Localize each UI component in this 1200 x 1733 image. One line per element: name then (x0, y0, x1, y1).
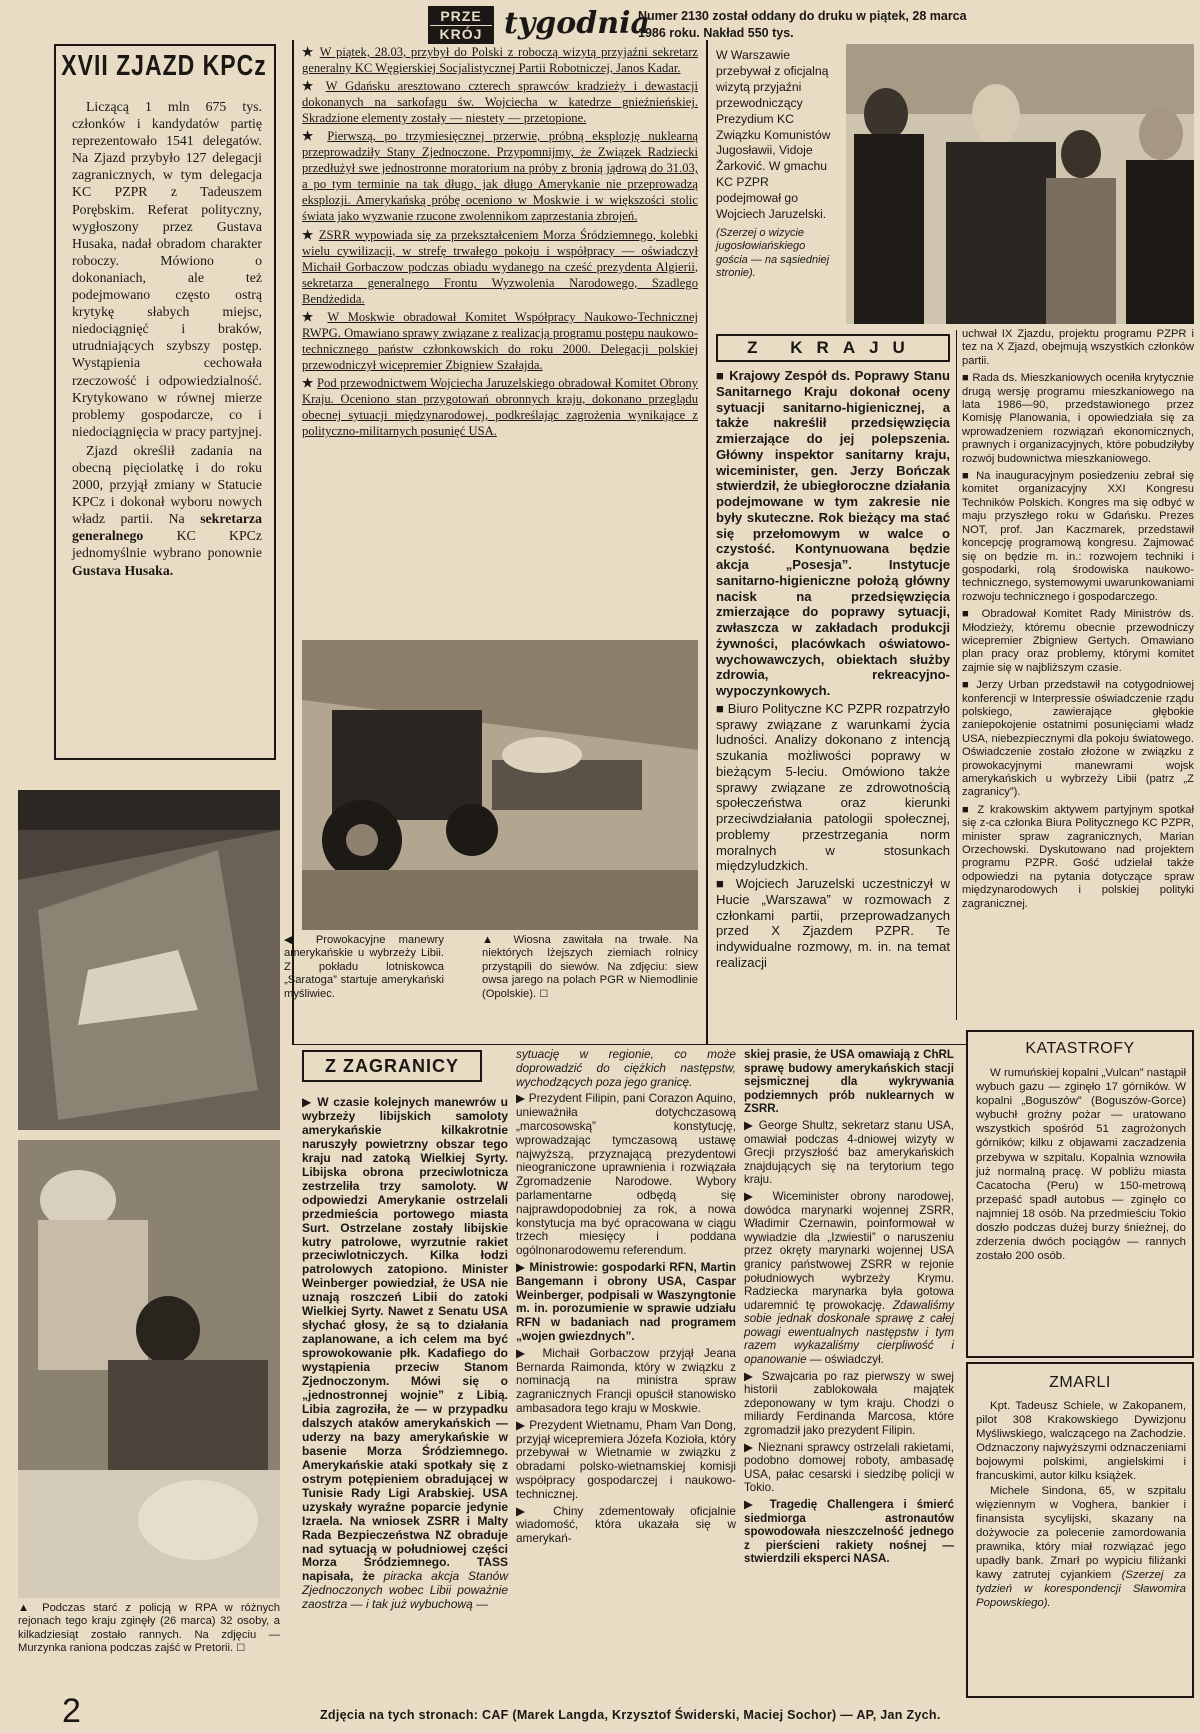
zagranicy-heading: Z ZAGRANICY (302, 1050, 482, 1082)
zagranicy-item: ▶ Tragedię Challengera i śmierć siedmiorga astronautów spowodowała nieszczelność jednego z pierścieni rakiety nośnej — stwierdzili eksperci NASA. (744, 1498, 954, 1566)
zagranicy-item: ▶ Nieznani sprawcy ostrzelali rakietami, podobno domowej roboty, ambasadę USA, pałac cesarski i siedzibę policji w Tokio. (744, 1440, 955, 1495)
caption-rpa: ▲ Podczas starć z policją w RPA w różnych rejonach tego kraju zginęły (26 marca) 32 osoby, a kilkadziesiąt zostało rannych. Na zdjęciu — Murzynka raniona podczas zajść w Pretorii. ☐ (18, 1602, 280, 1655)
photo-rpa-scene (18, 1140, 280, 1598)
zagranicy-item: ▶ George Shultz, sekretarz stanu USA, omawiał podczas 4-dniowej wizyty w Grecji przyszłość baz amerykańskich znajdujących się na terytorium tego kraju. (744, 1118, 954, 1187)
column-rule (292, 40, 294, 1044)
kpcz-p1: Liczącą 1 mln 675 tys. członków i kandydatów partię reprezentowało 1541 delegatów. Na Zjazd przybyło 127 delegacji zagranicznych, w tym delegacja KC PZPR z Tadeuszem Porębskim. Referat polityczny, wygłoszony przez Gustava Husaka, nadał obradom charakter roboczy. Mówiono o dokonaniach, ale też podejmowano często ostrą krytykę słabych miejsc, niedociągnięć i braków, utrudniających szybszy postęp. Wystąpienia cechowała rzeczowość i odpowiedzialność. Krytykowano w równej mierze problemy gospodarcze, co i niedociągnięcia w pracy partyjnej. (72, 99, 263, 439)
kraj-item: ■ Na inauguracyjnym posiedzeniu zebrał się komitet organizacyjny XXI Kongresu Techników Polskich. Kongres ma się odbyć w maju przyszłego roku w Gdańsku. Prezes NOT, prof. Jan Kaczmarek, przedstawił koncepcję programową kongresu. Zajmować się on będzie m. in.: rozwojem techniki i gospodarki, rolą środowiska naukowo-technicznego, systemowymi uwarunkowaniami rozwoju technicznego i gospodarczego. (962, 470, 1194, 603)
photo-carrier (18, 790, 280, 1130)
masthead-title: tygodnia (504, 6, 650, 41)
news-item: ★ W Moskwie obradował Komitet Współpracy Naukowo-Technicznej RWPG. Omawiano sprawy związane z realizacją programu postępu naukowo-technicznego państw członkowskich do roku 2000. Delegacji polskiej przewodniczył wicepremier Zbigniew Szałajda. (302, 309, 698, 372)
katastrofy-body: W rumuńskiej kopalni „Vulcan” nastąpił wybuch gazu — zginęło 17 górników. W kopalni „Boguszów” (Boguszów-Gorce) wybuchł groźny pożar — uratowano wszystkich spośród 51 zagrożonych górników; kilku z objawami zaczadzenia przebywa w szpitalu. Kopalnia wznowiła już normalną pracę. W pobliżu miasta Cacatocha (Peru) w 150-metrową przepaść spadł autobus — zginęło co najmniej 18 osób. Na przedmieściu Tokio doszło podczas dużej burzy śnieżnej, do zderzenia dwóch pociągów — rannych zostało 200 osób. (976, 1067, 1186, 1263)
caption-carrier: ◀ Prowokacyjne manewry amerykańskie u wybrzeży Libii. Z pokładu lotniskowca „Saratoga” startuje amerykański myśliwiec. (284, 934, 444, 1000)
zmarli-p1: Kpt. Tadeusz Schiele, w Zakopanem, pilot 308 Krakowskiego Dywizjonu Myśliwskiego, walczącego na Zachodzie. Odznaczony najwyższymi odznaczeniami bojowymi polskimi, angielskimi i francuskimi, autor kilku książek. (976, 1400, 1186, 1482)
zagranicy-item: skiej prasie, że USA omawiają z ChRL sprawę budowy amerykańskich stacji sejsmicznej dla wykrywania podziemnych prób nuklearnych w ZSRR. (744, 1048, 954, 1116)
zagranicy-item: ▶ Prezydent Filipin, pani Corazon Aquino, unieważniła dotychczasową „marcosowską” konstytucję, wprowadzając tymczasową ustawę najwyższą, przyznającą prezydentowi nieograniczone uprawnienia i rozwiązała Zgromadzenie Narodowe. Wybory parlamentarne odbędą się najprawdopodobniej za rok, a nowa konstytucja ma być opracowana w ciągu trzech miesięcy i poddana ogólnonarodowemu referendum. (516, 1091, 736, 1258)
photo-tractor-scene (302, 640, 698, 930)
kpcz-heading: XVII ZJAZD KPCz (61, 48, 267, 82)
news-item: ★ Pod przewodnictwem Wojciecha Jaruzelskiego obradował Komitet Obrony Kraju. Oceniono stan przygotowań obronnych kraju, dokonano przeglądu obecnej sytuacji międzynarodowej, podkreślając zagrożenia wynikające z polityczno-militarnych posunięć USA. (302, 375, 698, 439)
kraj-column-2 (962, 328, 1194, 913)
logo-line-1: PRZE (440, 8, 482, 24)
photo-jaruzelski-zarkovic (846, 44, 1194, 324)
zagranicy-p1: ▶ W czasie kolejnych manewrów u wybrzeży libijskich samoloty amerykańskie kilkakrotnie naruszyły powietrzny obszar tego kraju nad zatoką Wielkiej Syrty. Libijska obrona przeciwlotnicza zestrzeliła trzy samoloty. W odpowiedzi Amerykanie ostrzelali przedmieścia portowego miasta Surt. Ostrzelane zostały libijskie kutry patrolowe, wyrzutnie rakiet przeciwlotniczych. Kilka łodzi patrolowych zatopiono. Minister Weinberger powiedział, że USA nie uznają roszczeń Libii do zatoki Wielkiej Syrty. Nawet z Senatu USA słychać głosy, że są to działania zaplanowane, a ich celem ma być sprowokowanie płk. Kadafiego do wystąpienia przeciw Stanom Zjednoczonym. Mówi się o „jednostronnej wojnie” z Libią. Libia zagroziła, że — w przypadku dalszych ataków amerykańskich — uderzy na bazy amerykańskie w basenie Morza Śródziemnego. Amerykańskie ataki spotkały się z ostrym potępieniem obradującej w Tunisie Rady Ligi Arabskiej. USA uzyskały wyraźne poparcie jedynie Izraela. Na wniosek ZSRR i Malty Rada Bezpieczeństwa NZ obraduje nad sytuacją w południowej części Morza Śródziemnego. TASS napisała, że piracka akcja Stanów Zjednoczonych wobec Libii poważnie zaostrza — i tak już wybuchową — (302, 1095, 509, 1612)
photo-rpa (18, 1140, 280, 1598)
kraj-item: ■ Biuro Polityczne KC PZPR rozpatrzyło sprawy związane z warunkami życia ludności. Analizy dokonano z intencją szukania możliwości poprawy w bieżącym 5-leciu. Omówiono także sprawy związane ze zdrowotnością społeczeństwa oraz kierunki przeciwdziałania patologii społecznej, problemy przestrzegania norm moralnych w stosunkach międzyludzkich. (716, 700, 950, 874)
logo (428, 6, 494, 44)
kraj-item: ■ Z krakowskim aktywem partyjnym spotkał się z-ca członka Biura Politycznego KC PZPR, minister spraw zagranicznych, Marian Orzechowski. Dyskutowano nad projektem programu PZPR. Gość udzielał także odpowiedzi na pytania dotyczące spraw międzynarodowych i polskiej polityki zagranicznej. (962, 803, 1194, 910)
kraj-item: ■ Wojciech Jaruzelski uczestniczył w Hucie „Warszawa” w rozmowach z członkami partii, przeprowadzanych przed X Zjazdem PZPR. Te indywidualne rozmowy, m. in. na temat realizacji (716, 876, 951, 970)
zagranicy-item: ▶ Chiny zdementowały oficjalnie wiadomość, która ukazała się w amerykań- (516, 1503, 736, 1546)
zmarli-heading: ZMARLI (1049, 1374, 1111, 1391)
news-item: ★ ZSRR wypowiada się za przekształceniem Morza Śródziemnego, kolebki wielu cywilizacji, w strefę trwałego pokoju i współpracy — oświadczył Michaił Gorbaczow podczas obiadu wydanego na cześć prezydenta Algierii, sekretarza generalnego Frontu Wyzwolenia Narodowego, Szadlego Bendżedida. (302, 227, 698, 306)
column-rule (956, 330, 957, 1020)
photo-figures (846, 44, 1194, 324)
zagranicy-italic: sytuację w regionie, co może doprowadzić do ciężkich następstw, wychodzących poza jego granicę. (516, 1047, 736, 1089)
zagranicy-column-3 (744, 1048, 954, 1568)
section-rule (292, 1044, 968, 1045)
news-item: ★ W piątek, 28.03, przybył do Polski z roboczą wizytą przyjaźni sekretarz generalny KC Węgierskiej Socjalistycznej Partii Robotniczej, Janos Kadar. (302, 45, 698, 76)
zmarli-p2: Michele Sindona, 65, w szpitalu więziennym w Voghera, bankier i finansista sycylijski, skazany na dożywocie za polecenie zamordowania prawnika, który miał rozwiązać jego upadły bank. Zmarł po wypiciu filiżanki kawy zatrutej cyjankiem (Szerzej za tydzień w korespondencji Sławomira Popowskiego). (976, 1485, 1186, 1609)
column-rule (706, 40, 708, 1044)
logo-line-2: KRÓJ (430, 25, 492, 43)
kpcz-article (72, 98, 262, 581)
photo-credits: Zdjęcia na tych stronach: CAF (Marek Langda, Krzysztof Świderski, Maciej Sochor) — AP, Jan Zych. (320, 1708, 941, 1722)
zagranicy-column-1 (302, 1096, 508, 1614)
katastrofy-heading: KATASTROFY (1025, 1040, 1135, 1057)
kraj-heading: Z KRAJU (716, 334, 950, 362)
zagranicy-column-2 (516, 1048, 736, 1548)
page-number: 2 (62, 1692, 81, 1730)
kpcz-p2: Zjazd określił zadania na obecną pięciolatkę i do roku 2000, przyjął zmiany w Statucie KPCz i dokonał wyboru nowych władz partii. Na sekretarza generalnego KC KPCz jednomyślnie wybrano ponownie Gustava Husaka. (72, 442, 262, 578)
zagranicy-item: ▶ Prezydent Wietnamu, Pham Van Dong, przyjął wicepremiera Józefa Kozioła, który przebywał w Wietnamie w związku z obradami polsko-wietnamskiej komisji współpracy gospodarczej i naukowo-technicznej. (516, 1417, 736, 1501)
kraj-column-1 (716, 368, 950, 973)
warsaw-text: W Warszawie przebywał z oficjalną wizytą przyjaźni przewodniczący Prezydium KC Związku Komunistów Jugosławii, Vidoje Žarković. W gmachu KC PZPR podejmował go Wojciech Jaruzelski. (716, 48, 831, 222)
photo-carrier-scene (18, 790, 280, 1130)
kraj-item: ■ Rada ds. Mieszkaniowych oceniła krytycznie drugą wersję programu mieszkaniowego na lata 1986—90, przedstawionego przez Komisję Planowania, i opowiedziała się za wprowadzeniem rozwiązań ekonomicznych, prawnych i organizacyjnych, które pobudziłyby rozwój budownictwa mieszkaniowego. (962, 372, 1194, 465)
caption-tractor: ▲ Wiosna zawitała na trwałe. Na niektórych lżejszych ziemiach rolnicy przystąpili do siewów. Na zdjęciu: siew owsa jarego na polach PGR w Niemodlinie (Opolskie). ☐ (482, 934, 698, 1000)
zagranicy-item: ▶ Michaił Gorbaczow przyjął Jeana Bernarda Raimonda, który w związku z nominacją na ministra spraw zagranicznych Francji opuścił stanowisko ambasadora tego kraju w Moskwie. (516, 1345, 736, 1415)
zagranicy-item: ▶ Szwajcaria po raz pierwszy w swej historii zablokowała majątek zdeponowany w tym kraju. Chodzi o miliardy Ferdinanda Marcosa, które zgromadził jako prezydent Filipin. (744, 1369, 955, 1438)
zagranicy-item: ▶ Wiceminister obrony narodowej, dowódca marynarki wojennej ZSRR, Władimir Czernawin, poinformował w wywiadzie dla „Izwiestii” o naruszeniu przez okręty marynarki wojennej USA granicy państwowej ZSRR w rejonie południowych wybrzeży Krymu. Radziecka marynarka była gotowa udaremnić tę prowokację. Zdawaliśmy sobie jednak doskonale sprawę z całej powagi ewentualnych następstw i tym razem wykazaliśmy cierpliwość i opanowanie — oświadczył. (744, 1189, 954, 1367)
kraj-item: ■ Obradował Komitet Rady Ministrów ds. Młodzieży, któremu obecnie przewodniczy wicepremier Zbigniew Gertych. Omawiano plan pracy oraz problemy, którymi komitet zajmie się w najbliższym czasie. (962, 608, 1194, 674)
kraj-item: uchwał IX Zjazdu, projektu programu PZPR i tez na X Zjazd, obejmują wszystkich członków partii. (962, 328, 1194, 367)
kraj-item: ■ Krajowy Zespół ds. Poprawy Stanu Sanitarnego Kraju dokonał oceny sytuacji sanitarno-higienicznej, a także nakreślił przedsięwzięcia zmierzające do jej polepszenia. Główny inspektor sanitarny kraju, wiceminister, gen. Jerzy Bończak stwierdził, że ubiegłoroczne działania podejmowane w tym zakresie nie były skuteczne. Rok bieżący ma stać się przełomowym w walce o czystość. Kontynuowana będzie akcja „Posesja”. Instytucje sanitarno-higieniczne położą główny nacisk na przedsięwzięcia zmierzające do poprawy sytuacji, zwłaszcza w zakładach produkcji żywności, placówkach oświatowo-wychowawczych, obiektach służby zdrowia, rekreacyjno-wypoczynkowych. (716, 368, 950, 698)
zagranicy-item: ▶ Ministrowie: gospodarki RFN, Martin Bangemann i obrony USA, Caspar Weinberger, podpisali w Waszyngtonie m. in. porozumienie w sprawie udziału RFN w badaniach nad programem „wojen gwiezdnych”. (516, 1259, 736, 1343)
issue-info: Numer 2130 został oddany do druku w piątek, 28 marca 1986 roku. Nakład 550 tys. (638, 9, 967, 40)
warsaw-note: (Szerzej o wizycie jugosłowiańskiego gościa — na sąsiedniej stronie). (716, 226, 830, 280)
kraj-item: ■ Jerzy Urban przedstawił na cotygodniowej konferencji w Interpressie oświadczenie rządu polskiego, zawierające głębokie zaniepokojenie ostatnimi posunięciami władz USA, niebezpiecznymi dla pokoju światowego. Oświadczenie zostało złożone w związku z prowokacyjnymi manewrami wojsk amerykańskich u wybrzeży Libii (patrz „Z zagranicy”). (962, 679, 1194, 799)
photo-tractor (302, 640, 698, 930)
masthead (428, 6, 988, 46)
katastrofy-text (976, 1066, 1186, 1265)
news-item: ★ Pierwszą, po trzymiesięcznej przerwie, próbną eksplozję nuklearną przeprowadziły Stany Zjednoczone. Przypomnijmy, że Związek Radziecki przedłużył swe jednostronne moratorium na próby z bronią jądrową do 31.03, a po tym terminie na tak długo, jak długo Amerykanie nie przeprowadzą eksplozji. Amerykańską próbę oceniono w Moskwie i w większości stolic świata jako wyzwanie rzucone zwolennikom zaprzestania zbrojeń. (302, 129, 698, 224)
news-items (302, 44, 698, 441)
warsaw-visit (716, 48, 836, 283)
news-item: ★ W Gdańsku aresztowano czterech sprawców kradzieży i dewastacji dokonanych na sarkofagu św. Wojciecha w katedrze gnieźnieńskiej. Skradzione elementy zostały — niestety — przetopione. (302, 79, 698, 126)
zmarli-text (976, 1400, 1186, 1613)
